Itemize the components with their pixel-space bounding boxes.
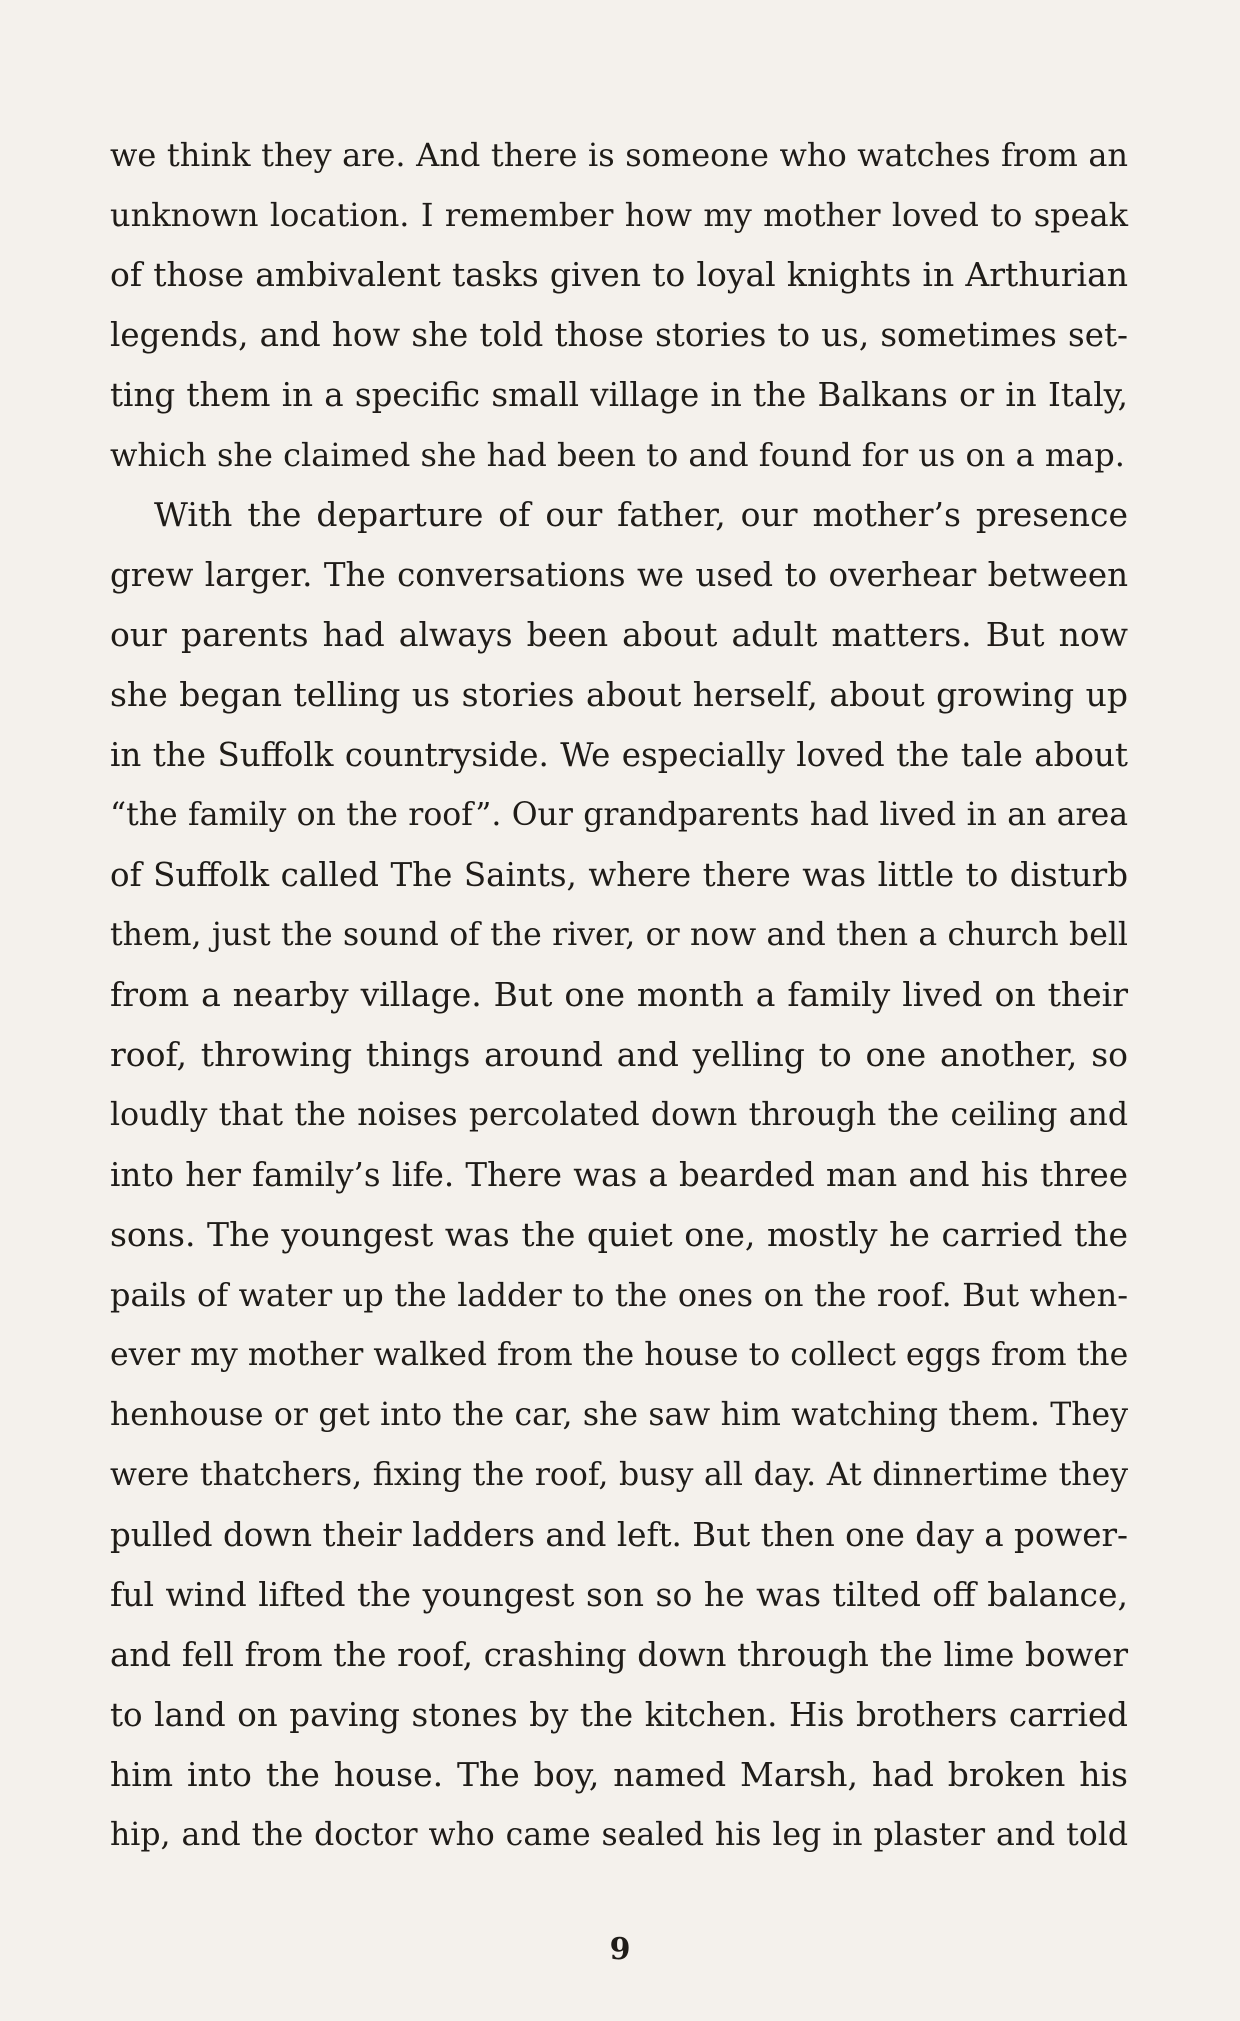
text-line: we think they are. And there is someone who watches from an	[110, 136, 1128, 174]
body-text	[110, 125, 1128, 1865]
text-line: loudly that the noises percolated down through the ceiling and	[110, 1097, 1128, 1133]
text-line: ful wind lifted the youngest son so he was tilted off balance,	[110, 1575, 1128, 1614]
text-line: grew larger. The conversations we used to overhear between	[110, 556, 1128, 594]
text-line: With the departure of our father, our mother’s presence	[154, 495, 1128, 534]
text-line: henhouse or get into the car, she saw him watching them. They	[110, 1397, 1128, 1433]
text-line: and fell from the roof, crashing down through the lime bower	[110, 1636, 1128, 1674]
text-line: of Suffolk called The Saints, where there was little to disturb	[110, 856, 1128, 894]
text-line: from a nearby village. But one month a family lived on their	[110, 975, 1128, 1014]
text-line: pails of water up the ladder to the ones on the roof. But when-	[110, 1276, 1128, 1314]
text-line: of those ambivalent tasks given to loyal knights in Arthurian	[110, 255, 1128, 294]
text-line: roof, throwing things around and yelling to one another, so	[110, 1035, 1128, 1074]
text-line: unknown location. I remember how my mother loved to speak	[110, 196, 1128, 234]
text-line: our parents had always been about adult matters. But now	[110, 615, 1128, 654]
text-line: to land on paving stones by the kitchen. His brothers carried	[110, 1696, 1128, 1734]
text-line: she began telling us stories about herself, about growing up	[110, 675, 1128, 714]
text-line: which she claimed she had been to and found for us on a map.	[110, 436, 1125, 474]
text-line: sons. The youngest was the quiet one, mostly he carried the	[110, 1215, 1128, 1254]
text-line: pulled down their ladders and left. But then one day a power-	[110, 1516, 1128, 1554]
text-line: hip, and the doctor who came sealed his leg in plaster and told	[110, 1817, 1128, 1853]
text-line: in the Suffolk countryside. We especially loved the tale about	[110, 736, 1128, 774]
text-line: into her family’s life. There was a bearded man and his three	[110, 1156, 1128, 1194]
text-line: legends, and how she told those stories to us, sometimes set-	[110, 316, 1128, 354]
text-line: him into the house. The boy, named Marsh, had broken his	[110, 1755, 1128, 1794]
text-line: “the family on the roof”. Our grandparents had lived in an area	[110, 797, 1128, 833]
text-line: were thatchers, fixing the roof, busy all day. At dinnertime they	[110, 1457, 1128, 1493]
text-line: ting them in a specific small village in the Balkans or in Italy,	[110, 376, 1128, 414]
text-line: ever my mother walked from the house to collect eggs from the	[110, 1337, 1129, 1373]
text-line: them, just the sound of the river, or now and then a church bell	[110, 917, 1128, 953]
page-number: 9	[609, 1932, 631, 1967]
